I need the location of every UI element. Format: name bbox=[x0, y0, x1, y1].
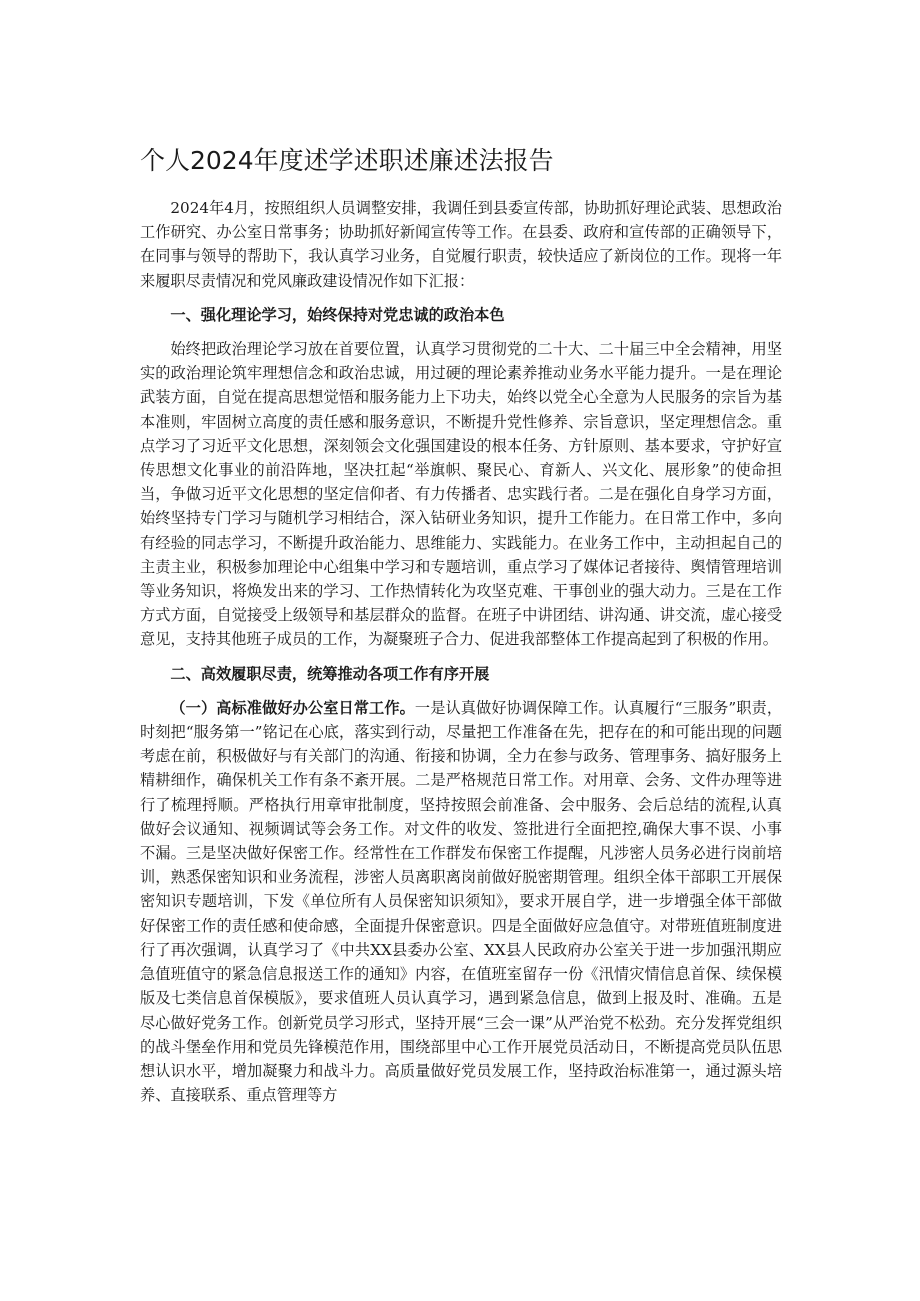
section1-paragraph: 始终把政治理论学习放在首要位置，认真学习贯彻党的二十大、二十届三中全会精神，用坚实的政治理论筑牢理想信念和政治忠诚，用过硬的理论素养推动业务水平能力提升。一是在理论武装方面，自觉在提高思想觉悟和服务能力上下功夫，始终以党全心全意为人民服务的宗旨为基本准则，牢固树立高度的责任感和服务意识，不断提升党性修养、宗旨意识，坚定理想信念。重点学习了习近平文化思想，深刻领会文化强国建设的根本任务、方针原则、基本要求，守护好宣传思想文化事业的前沿阵地，坚决扛起“举旗帜、聚民心、育新人、兴文化、展形象”的使命担当，争做习近平文化思想的坚定信仰者、有力传播者、忠实践行者。二是在强化自身学习方面，始终坚持专门学习与随机学习相结合，深入钻研业务知识，提升工作能力。在日常工作中，多向有经验的同志学习，不断提升政治能力、思维能力、实践能力。在业务工作中，主动担起自己的主责主业，积极参加理论中心组集中学习和专题培训，重点学习了媒体记者接待、舆情管理培训等业务知识，将焕发出来的学习、工作热情转化为攻坚克难、干事创业的强大动力。三是在工作方式方面，自觉接受上级领导和基层群众的监督。在班子中讲团结、讲沟通、讲交流，虚心接受意见，支持其他班子成员的工作，为凝聚班子合力、促进我部整体工作提高起到了积极的作用。 bbox=[140, 340, 782, 649]
section1-heading: 一、强化理论学习，始终保持对党忠诚的政治本色 bbox=[170, 305, 505, 324]
subsection1-title: （一）高标准做好办公室日常工作。 bbox=[170, 698, 415, 717]
document-title: 个人2024年度述学述职述廉述法报告 bbox=[140, 146, 554, 175]
document-body bbox=[140, 196, 782, 1107]
subsection1-body: 一是认真做好协调保障工作。认真履行“三服务”职责，时刻把“服务第一”铭记在心底，落实到行动，尽量把工作准备在先，把存在的和可能出现的问题考虑在前，积极做好与有关部门的沟通、衔接和协调，全力在参与政务、管理事务、搞好服务上精耕细作，确保机关工作有条不紊开展。二是严格规范日常工作。对用章、会务、文件办理等进行了梳理捋顺。严格执行用章审批制度，坚持按照会前准备、会中服务、会后总结的流程,认真做好会议通知、视频调试等会务工作。对文件的收发、签批进行全面把控,确保大事不误、小事不漏。三是坚决做好保密工作。经常性在工作群发布保密工作提醒，凡涉密人员务必进行岗前培训，熟悉保密知识和业务流程，涉密人员离职离岗前做好脱密期管理。组织全体干部职工开展保密知识专题培训，下发《单位所有人员保密知识须知》，要求开展自学，进一步增强全体干部做好保密工作的责任感和使命感，全面提升保密意识。四是全面做好应急值守。对带班值班制度进行了再次强调，认真学习了《中共XX县委办公室、XX县人民政府办公室关于进一步加强汛期应急值班值守的紧急信息报送工作的通知》内容，在值班室留存一份《汛情灾情信息首保、续保模版及七类信息首保模版》，要求值班人员认真学习，遇到紧急信息，做到上报及时、准确。五是尽心做好党务工作。创新党员学习形式，坚持开展“三会一课”从严治党不松劲。充分发挥党组织的战斗堡垒作用和党员先锋模范作用，围绕部里中心工作开展党员活动日，不断提高党员队伍思想认识水平，增加凝聚力和战斗力。高质量做好党员发展工作，坚持政治标准第一，通过源头培养、直接联系、重点管理等方 bbox=[140, 698, 783, 1105]
section2-paragraph bbox=[140, 696, 782, 1107]
intro-paragraph: 2024年4月，按照组织人员调整安排，我调任到县委宣传部，协助抓好理论武装、思想政治工作研究、办公室日常事务；协助抓好新闻宣传等工作。在县委、政府和宣传部的正确领导下，在同事与领导的帮助下，我认真学习业务，自觉履行职责，较快适应了新岗位的工作。现将一年来履职尽责情况和党风廉政建设情况作如下汇报： bbox=[140, 199, 782, 290]
section2-heading: 二、高效履职尽责，统筹推动各项工作有序开展 bbox=[170, 664, 490, 683]
